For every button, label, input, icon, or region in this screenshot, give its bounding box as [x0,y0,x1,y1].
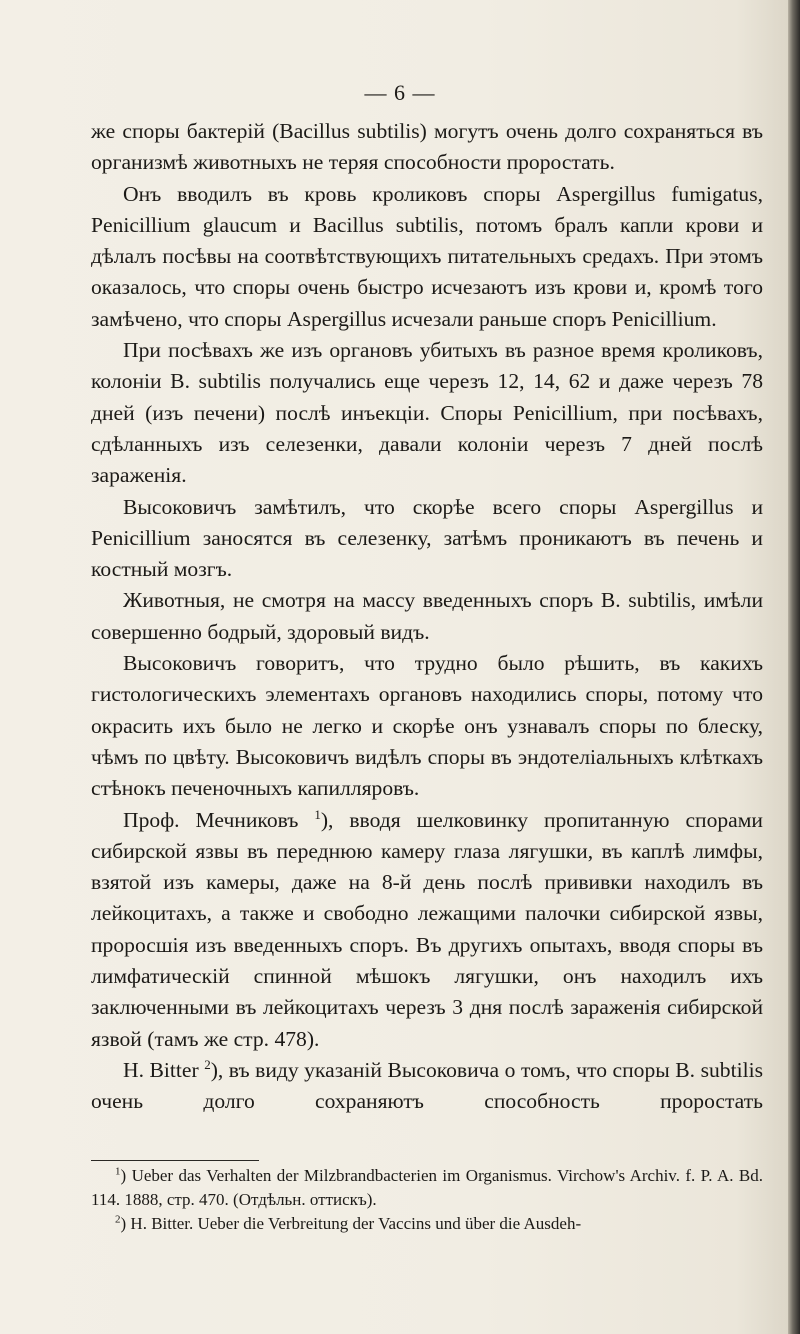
page-number: — 6 — [364,80,436,105]
footnote-2-text: ) H. Bitter. Ueber die Verbreitung der Vaccins und über die Ausdeh- [120,1214,582,1233]
paragraph-1: же споры бактерій (Bacillus subtilis) могутъ очень долго сохраняться въ организмѣ животныхъ не теряя способности проростать. [91,119,763,175]
paragraph-8 [91,1055,763,1118]
body-text [91,116,763,1118]
footnote-2 [91,1212,763,1236]
paragraph-8-start: H. Bitter [123,1057,205,1082]
paragraph-5: Животныя, не смотря на массу введенныхъ споръ B. subtilis, имѣли совершенно бодрый, здоровый видъ. [91,588,763,644]
paragraph-7-rest: ), вводя шелковинку пропитанную спорами сибирской язвы въ переднюю камеру глаза лягушки, въ каплѣ лимфы, взятой изъ камеры, даже на 8-й день послѣ прививки находилъ въ лейкоцитахъ, а также и свободно лежащими палочки сибирской язвы, проросшія изъ введенныхъ споръ. Въ другихъ опытахъ, вводя споры въ лимфатическій спинной мѣшокъ лягушки, онъ находилъ ихъ заключенными въ лейкоцитахъ черезъ 3 дня послѣ зараженія сибирской язвой (тамъ же стр. 478). [91,807,763,1051]
paragraph-8-rest: ), въ виду указаній Высоковича о томъ, что споры B. subtilis очень долго сохраняютъ способность проростать [91,1057,763,1114]
footnote-ref-1: 1 [314,806,321,822]
paragraph-3: При посѣвахъ же изъ органовъ убитыхъ въ разное время кроликовъ, колоніи B. subtilis получались еще черезъ 12, 14, 62 и даже черезъ 78 дней (изъ печени) послѣ инъекціи. Споры Penicillium, при посѣвахъ, сдѣланныхъ изъ селезенки, давали колоніи черезъ 7 дней послѣ зараженія. [91,338,763,488]
paragraph-4: Высоковичъ замѣтилъ, что скорѣе всего споры Aspergillus и Penicillium заносятся въ селезенку, затѣмъ проникаютъ въ печень и костный мозгъ. [91,494,763,582]
footnote-1 [91,1164,763,1212]
footnote-ref-2: 2 [204,1056,211,1072]
footnote-1-text: ) Ueber das Verhalten der Milzbrandbacterien im Organismus. Virchow's Archiv. f. P. A. Bd. 114. 1888, стр. 470. (Отдѣльн. оттискъ). [91,1166,763,1209]
footnote-1-mark: 1 [115,1165,121,1178]
footnotes [91,1164,763,1236]
footnote-2-mark: 2 [115,1213,121,1226]
footnote-divider [91,1160,259,1161]
paragraph-6: Высоковичъ говоритъ, что трудно было рѣшить, въ какихъ гистологическихъ элементахъ органовъ находились споры, потому что окрасить ихъ было не легко и скорѣе онъ узнавалъ споры по блеску, чѣмъ по цвѣту. Высоковичъ видѣлъ споры въ эндотеліальныхъ клѣткахъ стѣнокъ печеночныхъ капилляровъ. [91,651,763,801]
paragraph-2: Онъ вводилъ въ кровь кроликовъ споры Aspergillus fumigatus, Penicillium glaucum и Bacillus subtilis, потомъ бралъ капли крови и дѣлалъ посѣвы на соотвѣтствующихъ питательныхъ средахъ. При этомъ оказалось, что споры очень быстро исчезаютъ изъ крови и, кромѣ того замѣчено, что споры Aspergillus исчезали раньше споръ Penicillium. [91,181,763,331]
paragraph-7 [91,805,763,1055]
paragraph-7-start: Проф. Мечниковъ [123,807,315,832]
page-edge-shadow [788,0,800,1334]
